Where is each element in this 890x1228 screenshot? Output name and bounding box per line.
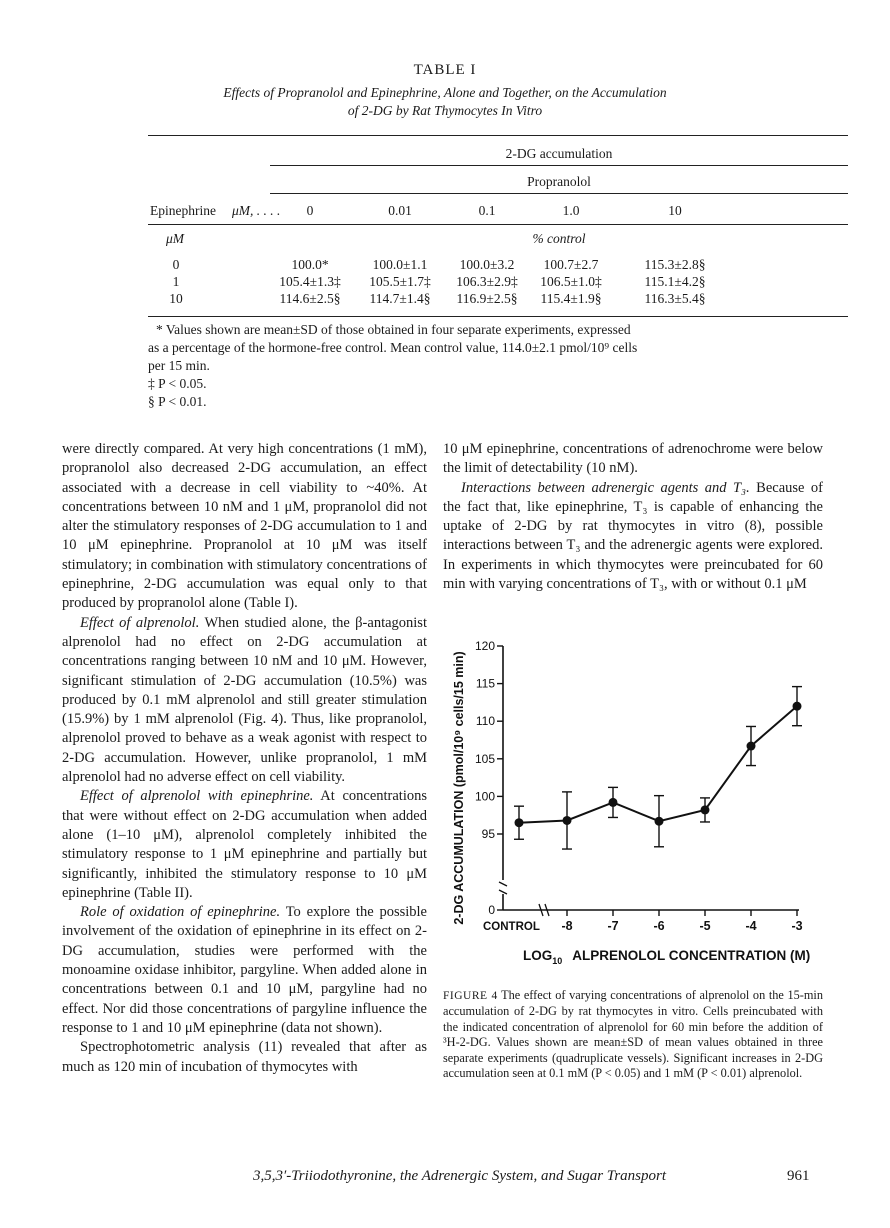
table-cell: 100.0±3.2 <box>459 257 515 272</box>
footnote-star-line1: * Values shown are mean±SD of those obtained in four separate experiments, expressed <box>156 322 631 337</box>
footnote-star-line3: per 15 min. <box>148 358 210 373</box>
left-paragraph-3 <box>62 787 427 903</box>
x-tick-label: CONTROL <box>483 921 540 933</box>
right-paragraph-2 <box>443 479 823 595</box>
left-paragraph-4 <box>62 903 427 1038</box>
y-tick-label: 100 <box>474 789 495 804</box>
left-paragraph-3-body: At concentrations that were without effect on 2-DG accumulation when added alone (1–10 μM), alprenolol completely inhibited the stimulatory response to 1 μM epinephrine and partially but significantly, inhibited the stimulatory response to 10 μM epinephrine (Table II). <box>62 788 427 901</box>
table-header-sub: Propranolol <box>527 174 591 189</box>
data-point <box>793 702 802 711</box>
table-label: TABLE I <box>413 62 477 78</box>
table-col-unit: μM, . . . . <box>232 203 281 218</box>
x-axis-title-rest: ALPRENOLOL CONCENTRATION (M) <box>572 948 811 963</box>
heading-effect-alprenolol: Effect of alprenolol. <box>80 614 200 631</box>
table-row-header: Epinephrine <box>150 203 216 218</box>
table-row-label: 10 <box>169 291 183 306</box>
x-tick-label: -7 <box>607 919 619 933</box>
right-column <box>443 440 823 594</box>
table-cell: 114.6±2.5§ <box>279 291 341 306</box>
y-axis-break-mark <box>499 882 507 894</box>
footnote-section: § P < 0.01. <box>148 394 207 409</box>
table-column-header: 1.0 <box>562 203 580 218</box>
y-tick-label: 95 <box>481 827 495 841</box>
table-cell: 106.3±2.9‡ <box>456 274 518 289</box>
table-column-header: 0.1 <box>478 203 496 218</box>
figure-4-chart <box>443 628 833 984</box>
data-point <box>609 798 618 807</box>
table-value-unit: % control <box>532 231 586 246</box>
table-cell: 115.3±2.8§ <box>644 257 706 272</box>
left-paragraph-1: were directly compared. At very high concentrations (1 mM), propranolol also decreased 2-DG accumulation, an effect associated with a decrease in cell viability to ~40%. At concentrations between 10 nM and 1 μM, propranolol did not alter the stimulatory responses of 2-DG accumulation to 1 and 10 μM epinephrine. Propranolol at 10 μM was itself stimulatory; in combination with stimulatory concentrations of epinephrine, 2-DG accumulation was equal only to that produced by propranolol alone (Table I). <box>62 441 427 612</box>
right-paragraph-2-body: Because of the fact that, like epinephrine, T₃ is capable of enhancing the uptake of 2-DG by rat thymocytes in vitro (8), possible interactions between T₃ and the adrenergic agents were explored. In experiments in which thymocytes were preincubated for 60 min with varying concentrations of T₃, with or without 0.1 μM <box>443 479 824 593</box>
table-cell: 115.4±1.9§ <box>540 291 602 306</box>
table-caption <box>60 84 830 120</box>
x-tick-label: -8 <box>561 919 573 933</box>
x-tick-label: -3 <box>791 919 803 933</box>
x-axis-title-log: LOG <box>523 948 553 963</box>
table-footnotes <box>148 321 848 411</box>
table-bottom-rule <box>148 316 848 317</box>
x-axis-title-sub: 10 <box>552 956 563 966</box>
table-row-label: 1 <box>172 274 180 289</box>
y-tick-label: 105 <box>474 751 495 766</box>
table-column-header: 0 <box>306 203 314 218</box>
right-paragraph-1: 10 μM epinephrine, concentrations of adrenochrome were below the limit of detectability (10 nM). <box>443 441 823 477</box>
table-caption-line1: Effects of Propranolol and Epinephrine, Alone and Together, on the Accumulation <box>223 85 667 100</box>
y-axis-title: 2-DG ACCUMULATION (pmol/10⁹ cells/15 min) <box>452 651 466 925</box>
table-cell: 115.1±4.2§ <box>644 274 706 289</box>
heading-oxidation: Role of oxidation of epinephrine. <box>80 904 281 921</box>
footnote-dagger: ‡ P < 0.05. <box>148 376 207 391</box>
table-caption-line2: of 2-DG by Rat Thymocytes In Vitro <box>347 103 543 118</box>
data-point <box>747 742 756 751</box>
table-cell: 106.5±1.0‡ <box>540 274 602 289</box>
table-cell: 116.3±5.4§ <box>644 291 706 306</box>
table-cell: 100.0* <box>291 257 329 272</box>
heading-interactions: Interactions between adrenergic agents and T₃. <box>461 479 750 496</box>
x-axis-title <box>523 948 810 966</box>
running-title: 3,5,3′-Triiodothyronine, the Adrenergic System, and Sugar Transport <box>253 1168 666 1184</box>
heading-alprenolol-epinephrine: Effect of alprenolol with epinephrine. <box>80 788 314 805</box>
x-tick-label: -5 <box>699 919 711 933</box>
figure-caption-label: FIGURE 4 <box>443 990 498 1002</box>
table-cell: 100.0±1.1 <box>372 257 428 272</box>
figure-caption <box>443 988 823 1081</box>
x-tick-label: -4 <box>745 919 757 933</box>
table-cell: 116.9±2.5§ <box>456 291 518 306</box>
figure-caption-text: The effect of varying concentrations of alprenolol on the 15-min accumulation of 2-DG by rat thymocytes in vitro. Cells preincubated with the indicated concentration of alprenolol for 60 min before the addition of ³H-2-DG. Values shown are mean±SD of mean values obtained in three separate experiments (quadruplicate vessels). Significant increases in 2-DG accumulation seen at 0.1 mM (P < 0.05) and 1 mM (P < 0.01) alprenolol. <box>443 988 823 1081</box>
table-group-rule <box>270 165 848 166</box>
series-line <box>519 706 797 823</box>
left-paragraph-5: Spectrophotometric analysis (11) revealed that after as much as 120 min of incubation of thymocytes with <box>62 1039 427 1075</box>
x-tick-label: -6 <box>653 919 665 933</box>
left-paragraph-2-body: When studied alone, the β-antagonist alprenolol had no effect on 2-DG accumulation at concentrations ranging between 10 nM and 10 μM. However, significant stimulation of 2-DG accumulation (10.5%) was produced by 0.1 mM alprenolol and still greater stimulation (15.9%) by 1 mM alprenolol (Fig. 4). Thus, like propranolol, alprenolol proved to behave as a weak agonist with respect to 2-DG accumulation. However, unlike propranolol, 1 mM alprenolol had no adverse effect on cell viability. <box>62 614 427 786</box>
data-point <box>701 805 710 814</box>
table-column-header: 10 <box>668 203 682 218</box>
page-number: 961 <box>787 1168 810 1184</box>
data-point <box>563 816 572 825</box>
left-paragraph-2 <box>62 614 427 788</box>
table-column-header: 0.01 <box>388 203 412 218</box>
data-point <box>655 817 664 826</box>
left-column <box>62 440 427 1077</box>
table-top-rule <box>148 135 848 136</box>
left-paragraph-4-body: To explore the possible involvement of the oxidation of epinephrine in its effect on 2-DG accumulation, studies were performed with the monoamine oxidase inhibitor, pargyline. When added alone in concentrations between 0.1 and 10 μM, pargyline had no effect. Nor did those concentrations of pargyline influence the response to 1 and 10 μM epinephrine (data not shown). <box>62 904 427 1036</box>
data-point <box>515 818 524 827</box>
y-tick-label: 115 <box>475 676 495 691</box>
y-tick-label: 110 <box>475 714 495 729</box>
table-sub-rule <box>270 193 848 194</box>
footnote-star-line2: as a percentage of the hormone-free control. Mean control value, 114.0±2.1 pmol/10⁹ cells <box>148 340 638 355</box>
table-cell: 114.7±1.4§ <box>369 291 431 306</box>
table-cell: 105.4±1.3‡ <box>279 274 341 289</box>
table-row-unit: μM <box>166 231 185 246</box>
table-header-rule <box>148 224 848 225</box>
table-row-label: 0 <box>172 257 180 272</box>
table-cell: 105.5±1.7‡ <box>369 274 431 289</box>
table-cell: 100.7±2.7 <box>543 257 599 272</box>
y-tick-label: 120 <box>474 639 495 653</box>
y-tick-label: 0 <box>488 903 495 917</box>
table-header-group: 2-DG accumulation <box>505 146 613 161</box>
